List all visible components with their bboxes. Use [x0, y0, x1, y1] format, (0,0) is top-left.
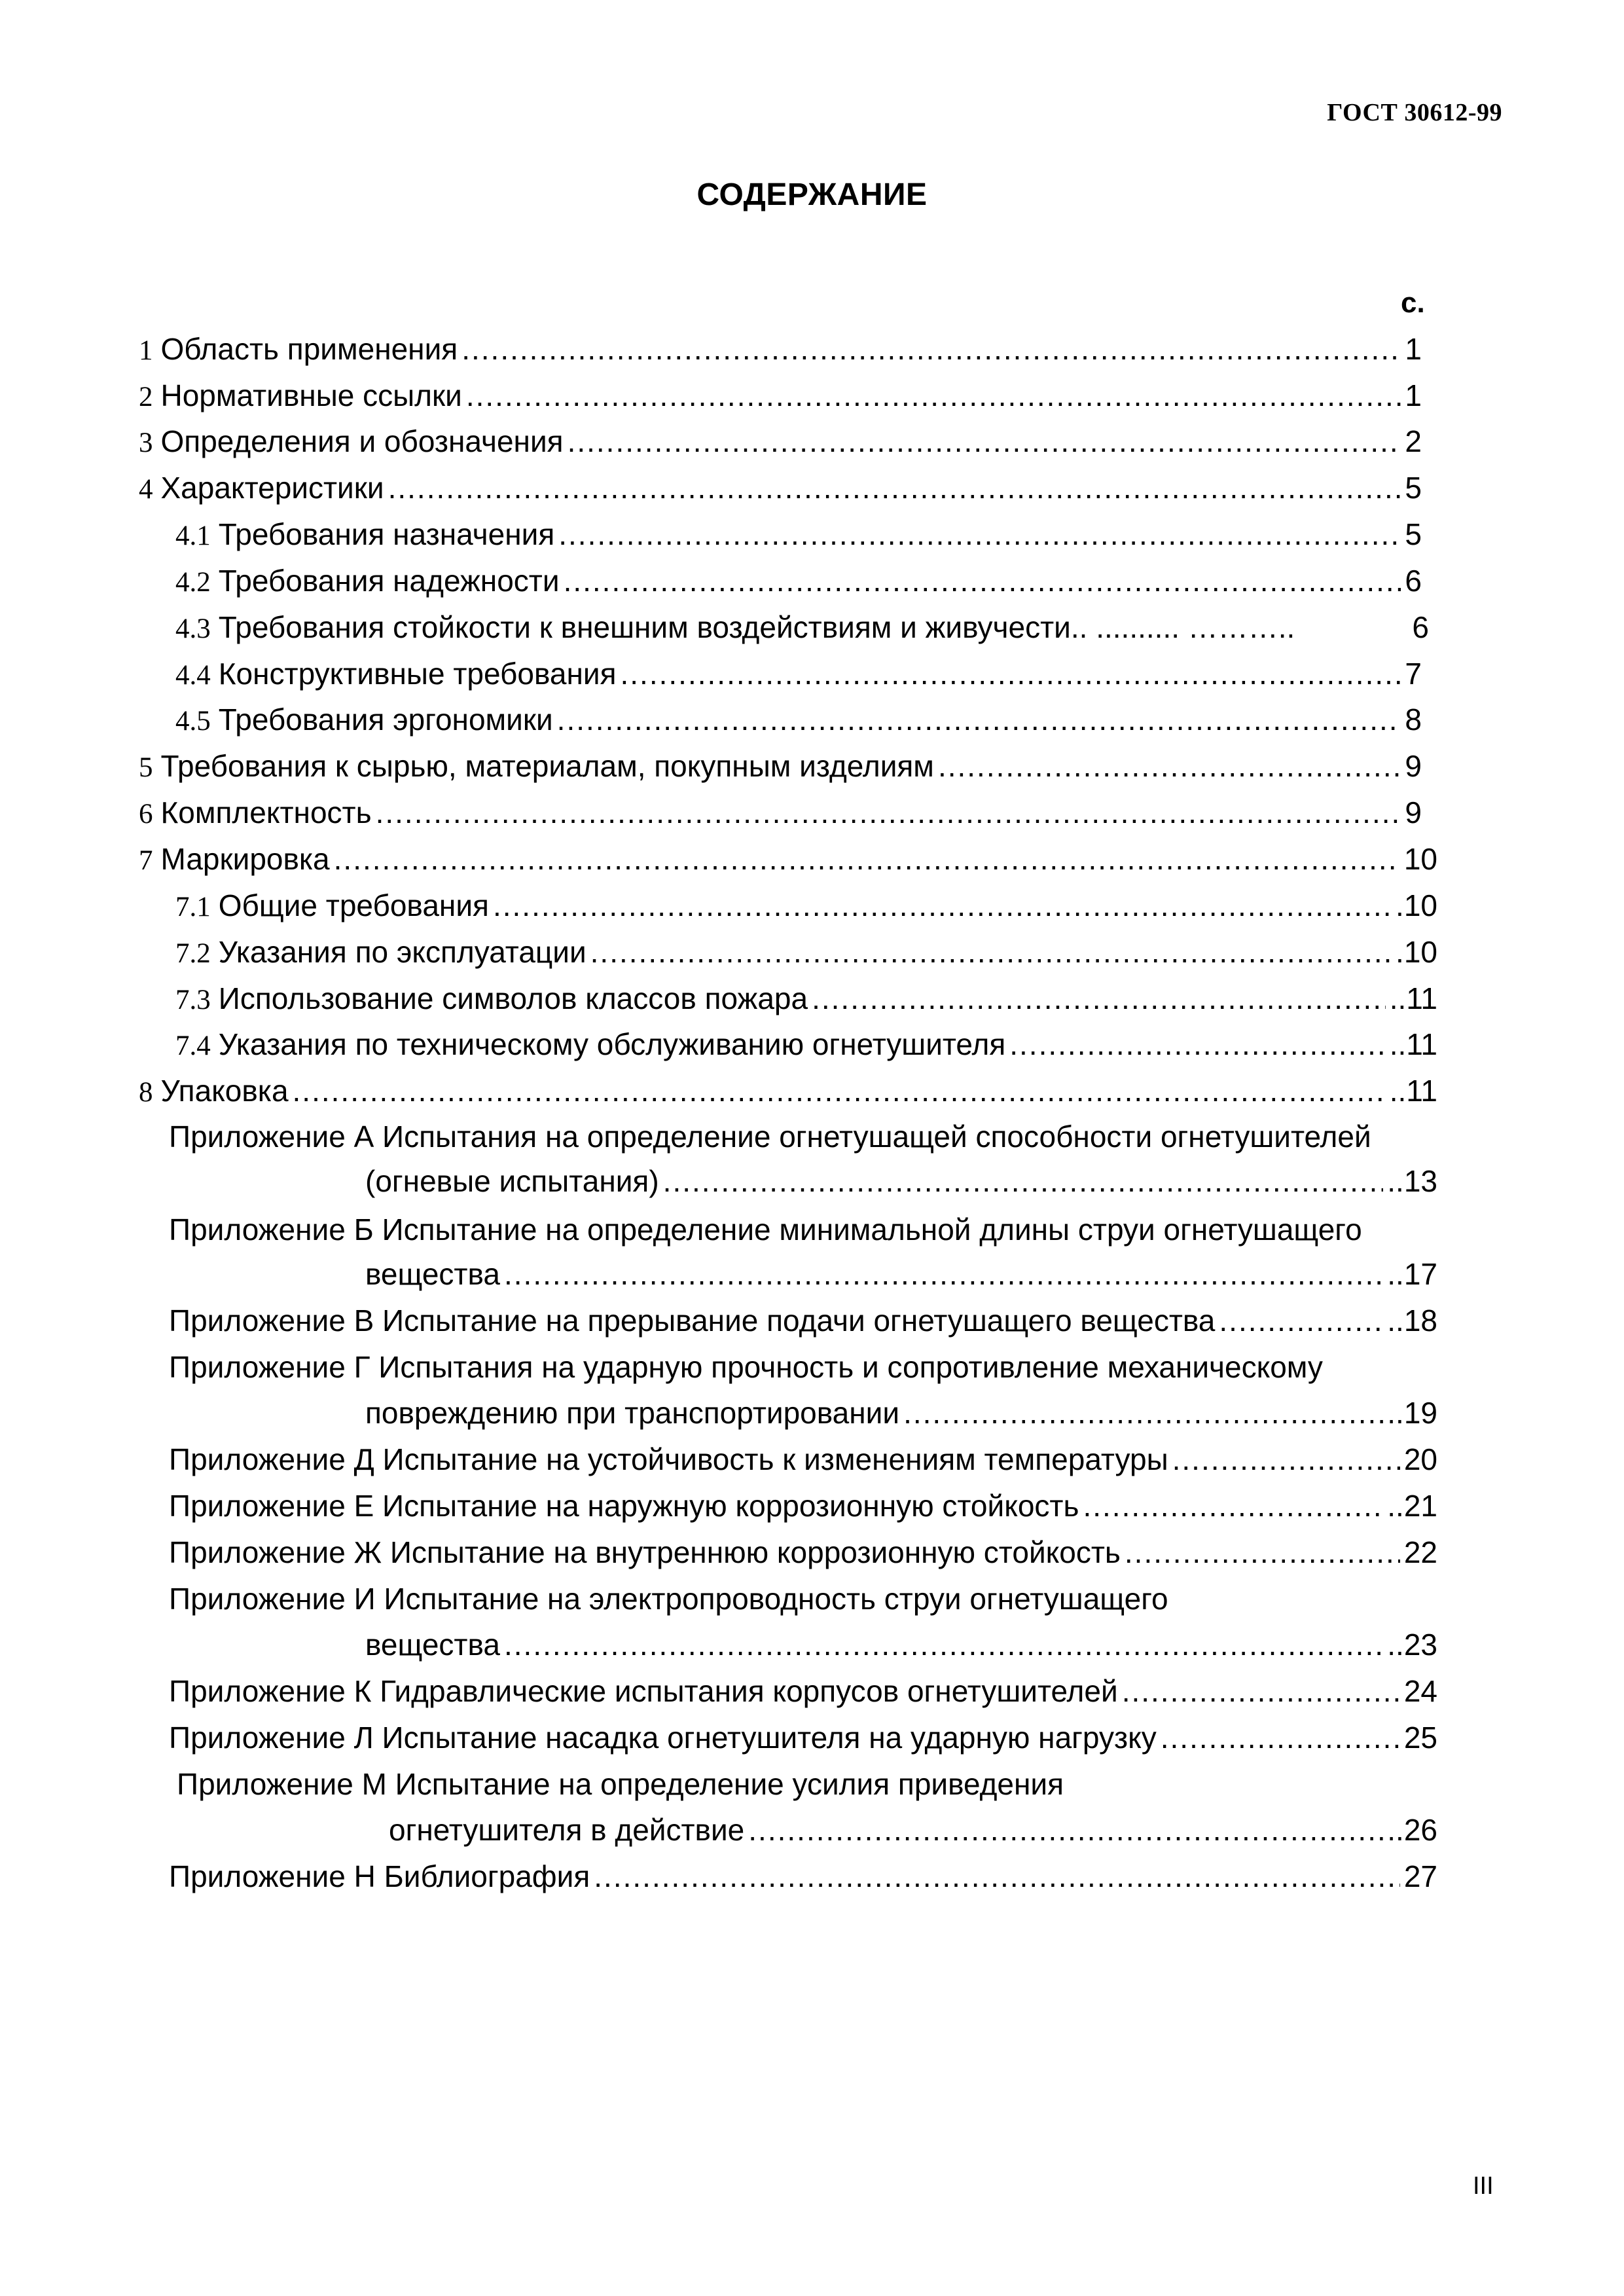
toc-entry[interactable]	[139, 420, 1422, 463]
toc-entry[interactable]	[139, 374, 1422, 417]
toc-entry-label: Приложение Д Испытание на устойчивость к изменениям температуры	[169, 1442, 1168, 1476]
toc-entry-number: 4.1	[175, 520, 211, 551]
leader-dots	[938, 744, 1401, 788]
toc-entry-label: Приложение Е Испытание на наружную коррозионную стойкость	[169, 1489, 1079, 1523]
appendix-title-line[interactable]: Приложение И Испытание на электропроводность струи огнетушащего	[169, 1582, 1168, 1616]
toc-entry-number: 7.3	[175, 985, 211, 1015]
leader-dots	[376, 791, 1401, 834]
toc-entry-label: огнетушителя в действие	[389, 1813, 745, 1847]
leader-dots	[504, 1623, 1383, 1666]
toc-entry-label: Нормативные ссылки	[160, 378, 462, 412]
toc-entry[interactable]	[139, 466, 1422, 509]
toc-entry-page: ..11	[1389, 981, 1437, 1015]
appendix-title-line[interactable]: Приложение Б Испытание на определение минимальной длины струи огнетушащего	[169, 1212, 1362, 1247]
toc-entry-label: Приложение К Гидравлические испытания корпусов огнетушителей	[169, 1674, 1118, 1708]
leader-dots	[564, 559, 1401, 602]
toc-entry-label: вещества	[365, 1257, 500, 1291]
toc-entry-page: 25	[1403, 1721, 1437, 1755]
leader-dots	[1122, 1669, 1400, 1713]
toc-entry-label: Требования эргономики	[218, 702, 553, 737]
leader-dots	[1009, 1023, 1385, 1066]
toc-entry-label: Приложение Н Библиография	[169, 1859, 590, 1893]
leader-dots	[903, 1391, 1383, 1434]
toc-entry-page: 9	[1405, 795, 1422, 829]
toc-entry-label: Требования надежности	[218, 564, 560, 598]
toc-entry[interactable]	[175, 559, 1422, 602]
toc-appendix-entry[interactable]	[365, 1252, 1437, 1296]
toc-entry-number: 7.2	[175, 938, 211, 969]
toc-entry-label: Характеристики	[160, 471, 384, 505]
toc-appendix-entry[interactable]	[169, 1484, 1437, 1527]
leader-dots	[590, 930, 1392, 974]
toc-entry-label: Требования назначения	[218, 517, 555, 551]
toc-entry-label: Общие требования	[218, 888, 489, 922]
toc-appendix-entry[interactable]	[169, 1669, 1437, 1713]
toc-entry[interactable]	[139, 837, 1437, 881]
toc-entry-number: 2	[139, 382, 153, 412]
toc-entry[interactable]	[175, 884, 1437, 927]
leader-dots	[1125, 1531, 1400, 1574]
leader-dots	[568, 420, 1401, 463]
leader-dots	[388, 466, 1401, 509]
toc-entry-page: ..21	[1387, 1489, 1437, 1523]
toc-entry[interactable]	[139, 1069, 1437, 1112]
leader-dots	[293, 1069, 1386, 1112]
toc-entry[interactable]	[175, 698, 1422, 741]
toc-entry-page: 5	[1405, 471, 1422, 505]
leader-dots	[558, 513, 1401, 556]
leader-dots	[461, 327, 1401, 371]
toc-entry-number: 5	[139, 752, 153, 783]
appendix-title-line[interactable]: Приложение А Испытания на определение огнетушащей способности огнетушителей	[169, 1120, 1371, 1154]
toc-entry-number: 3	[139, 428, 153, 458]
leader-dots	[621, 652, 1401, 695]
leader-dots	[557, 698, 1401, 741]
toc-entry-page: 22	[1403, 1535, 1437, 1569]
toc-entry[interactable]	[175, 513, 1422, 556]
toc-entry-page: ..18	[1387, 1303, 1437, 1338]
toc-entry-page: 5	[1405, 517, 1422, 551]
page-column-label: с.	[1401, 287, 1425, 319]
toc-entry-page: 6	[1412, 610, 1429, 644]
toc-entry-label: Приложение Л Испытание насадка огнетушителя на ударную нагрузку	[169, 1721, 1157, 1755]
toc-entry[interactable]	[175, 606, 1429, 649]
toc-entry[interactable]	[139, 744, 1422, 788]
toc-entry[interactable]	[175, 930, 1437, 974]
toc-entry-label: Указания по эксплуатации	[218, 935, 586, 969]
toc-entry-page: ..19	[1387, 1396, 1437, 1430]
toc-appendix-entry[interactable]	[169, 1531, 1437, 1574]
toc-entry-number: 7	[139, 845, 153, 876]
toc-entry-page: ..11	[1389, 1027, 1437, 1061]
toc-entry-label: Конструктивные требования	[218, 657, 617, 691]
toc-entry[interactable]	[139, 791, 1422, 834]
appendix-title-line[interactable]: Приложение Г Испытания на ударную прочность и сопротивление механическому	[169, 1350, 1323, 1384]
leader-dots	[748, 1808, 1383, 1851]
toc-entry-page: ..17	[1387, 1257, 1437, 1291]
toc-entry-label: Приложение Ж Испытание на внутреннюю коррозионную стойкость	[169, 1535, 1121, 1569]
leader-dots	[334, 837, 1400, 881]
toc-entry[interactable]	[139, 327, 1422, 371]
toc-entry-number: 4	[139, 474, 153, 505]
toc-entry-label: Приложение В Испытание на прерывание подачи огнетушащего вещества	[169, 1303, 1216, 1338]
toc-entry-page: 1	[1405, 332, 1422, 366]
toc-appendix-entry[interactable]	[365, 1391, 1437, 1434]
toc-entry-label: Область применения	[160, 332, 458, 366]
toc-entry-number: 4.5	[175, 706, 211, 737]
toc-entry-page: .10	[1396, 888, 1437, 922]
toc-entry-page: 8	[1405, 702, 1422, 737]
appendix-title-line[interactable]: Приложение М Испытание на определение усилия приведения	[177, 1767, 1064, 1801]
toc-appendix-entry[interactable]	[389, 1808, 1437, 1851]
toc-entry-page: 2	[1405, 424, 1422, 458]
toc-entry-page: 6	[1405, 564, 1422, 598]
toc-entry-number: 7.4	[175, 1030, 211, 1061]
toc-entry-page: ..13	[1387, 1164, 1437, 1198]
toc-appendix-entry[interactable]	[365, 1159, 1437, 1203]
toc-entry-label: Маркировка	[160, 842, 330, 876]
toc-entry-label: (огневые испытания)	[365, 1164, 659, 1198]
toc-entry-label: Определения и обозначения	[160, 424, 564, 458]
toc-appendix-entry[interactable]	[169, 1716, 1437, 1759]
toc-entry-label: повреждению при транспортировании	[365, 1396, 900, 1430]
leader-dots	[1083, 1484, 1383, 1527]
toc-entry-page: 27	[1403, 1859, 1437, 1893]
toc-entry[interactable]	[175, 1023, 1437, 1066]
toc-entry-page: 20	[1403, 1442, 1437, 1476]
page-title: СОДЕРЖАНИЕ	[696, 177, 928, 212]
toc-appendix-entry[interactable]	[169, 1299, 1437, 1342]
toc-appendix-entry[interactable]	[169, 1855, 1437, 1898]
toc-entry-page: 7	[1405, 657, 1422, 691]
toc-entry-page: .10	[1396, 935, 1437, 969]
toc-entry-page: 24	[1403, 1674, 1437, 1708]
leader-dots	[663, 1159, 1384, 1203]
toc-entry-page: 1	[1405, 378, 1422, 412]
leader-dots	[812, 977, 1386, 1020]
toc-entry-number: 4.3	[175, 613, 211, 644]
toc-entry-page: ..26	[1387, 1813, 1437, 1847]
toc-entry-label: Указания по техническому обслуживанию огнетушителя	[218, 1027, 1006, 1061]
leader-dots	[466, 374, 1401, 417]
toc-appendix-entry[interactable]	[365, 1623, 1437, 1666]
toc-entry-number: 8	[139, 1077, 153, 1108]
toc-entry-number: 4.2	[175, 567, 211, 598]
toc-entry-number: 1	[139, 335, 153, 366]
toc-entry-label: вещества	[365, 1628, 500, 1662]
toc-entry-label: Использование символов классов пожара	[218, 981, 808, 1015]
toc-entry-label: Комплектность	[160, 795, 372, 829]
toc-entry-label: Требования к сырью, материалам, покупным изделиям	[160, 749, 934, 783]
toc-entry-number: 6	[139, 799, 153, 829]
toc-entry-label: Упаковка	[160, 1074, 289, 1108]
page-number: III	[1473, 2172, 1494, 2200]
toc-entry-page: ..11	[1389, 1074, 1437, 1108]
leader-dots	[493, 884, 1392, 927]
toc-entry-page: 10	[1403, 842, 1437, 876]
leader-dots	[1172, 1438, 1400, 1481]
leader-dots	[1219, 1299, 1383, 1342]
toc-entry[interactable]	[175, 652, 1422, 695]
leader-dots	[594, 1855, 1400, 1898]
leader-dots	[504, 1252, 1383, 1296]
toc-entry[interactable]	[175, 977, 1437, 1020]
toc-appendix-entry[interactable]	[169, 1438, 1437, 1481]
toc-entry-page: ..23	[1387, 1628, 1437, 1662]
leader-dots	[1161, 1716, 1400, 1759]
toc-entry-number: 4.4	[175, 660, 211, 691]
toc-entry-label: Требования стойкости к внешним воздействиям и живучести.. .......... ………..	[218, 610, 1295, 644]
document-code: ГОСТ 30612-99	[1327, 99, 1502, 126]
toc-entry-page: 9	[1405, 749, 1422, 783]
toc-entry-number: 7.1	[175, 892, 211, 922]
